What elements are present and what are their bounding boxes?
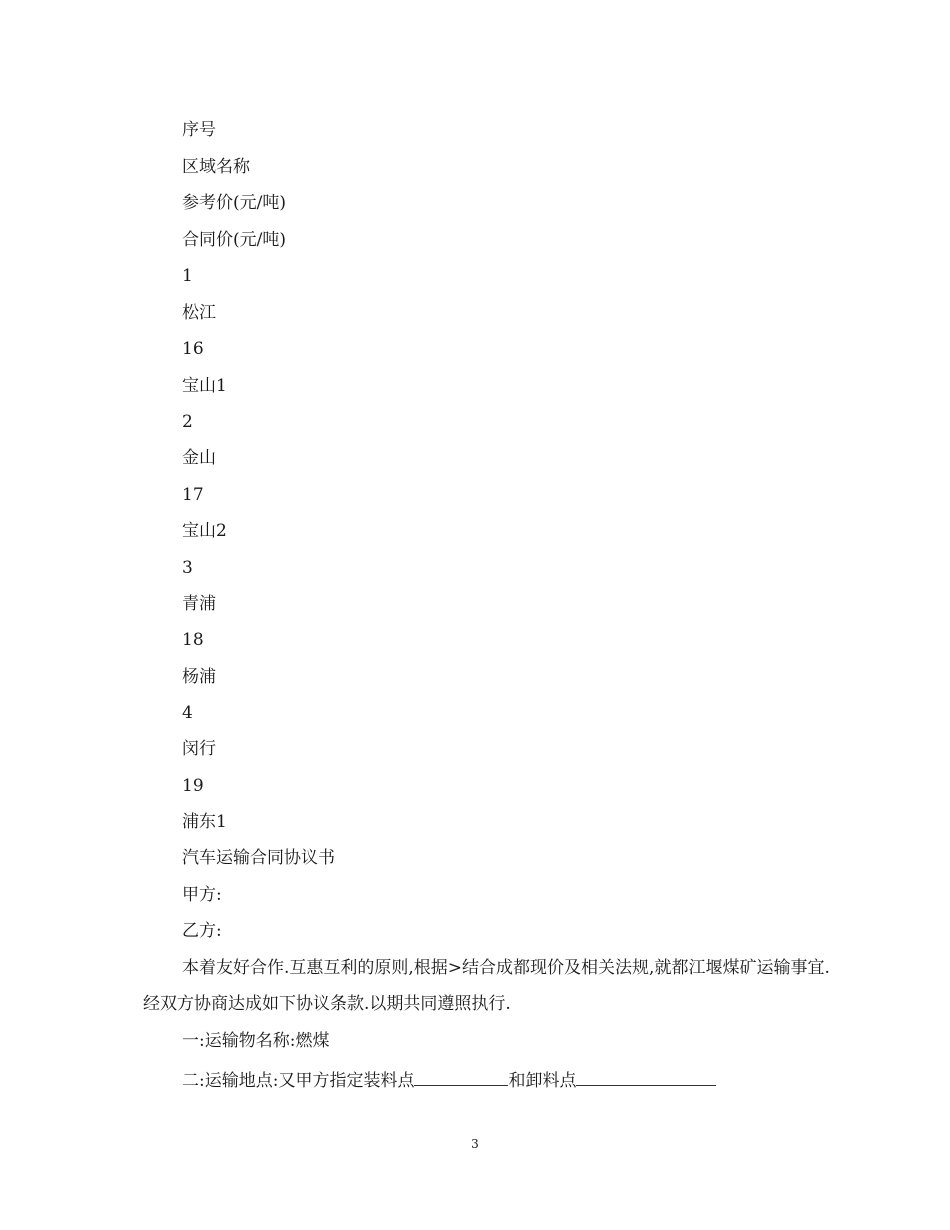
- party-b-label: 乙方:: [182, 921, 222, 941]
- table-cell: 宝山2: [182, 521, 227, 541]
- loading-point-blank: [414, 1067, 508, 1086]
- table-cell: 17: [182, 485, 204, 505]
- clause-two: [182, 1067, 716, 1092]
- table-header-reference-price: 参考价(元/吨): [182, 193, 286, 213]
- contract-title: 汽车运输合同协议书: [182, 848, 335, 868]
- table-cell: 宝山1: [182, 376, 227, 396]
- table-cell: 松江: [182, 303, 216, 323]
- clause-two-prefix: 二:运输地点:又甲方指定装料点: [182, 1071, 415, 1091]
- table-header-region: 区域名称: [182, 157, 250, 177]
- table-cell: 2: [182, 412, 193, 432]
- table-cell: 3: [182, 558, 193, 578]
- table-cell: 1: [182, 266, 193, 286]
- table-cell: 16: [182, 339, 204, 359]
- clause-one: 一:运输物名称:燃煤: [182, 1031, 330, 1051]
- table-cell: 青浦: [182, 594, 216, 614]
- table-cell: 19: [182, 776, 204, 796]
- unloading-point-blank: [576, 1067, 716, 1086]
- contract-preamble: 本着友好合作.互惠互利的原则,根据>结合成都现价及相关法规,就都江堰煤矿运输事宜.经双方协商达成如下协议条款.以期共同遵照执行.: [143, 958, 830, 1014]
- table-cell: 浦东1: [182, 812, 227, 832]
- table-cell: 金山: [182, 448, 216, 468]
- table-header-serial: 序号: [182, 120, 216, 140]
- table-cell: 4: [182, 703, 193, 723]
- page-number: 3: [471, 1137, 479, 1151]
- table-header-contract-price: 合同价(元/吨): [182, 230, 286, 250]
- clause-two-middle: 和卸料点: [508, 1071, 577, 1091]
- table-cell: 杨浦: [182, 667, 216, 687]
- table-cell: 18: [182, 630, 204, 650]
- party-a-label: 甲方:: [182, 885, 222, 905]
- table-cell: 闵行: [182, 739, 216, 759]
